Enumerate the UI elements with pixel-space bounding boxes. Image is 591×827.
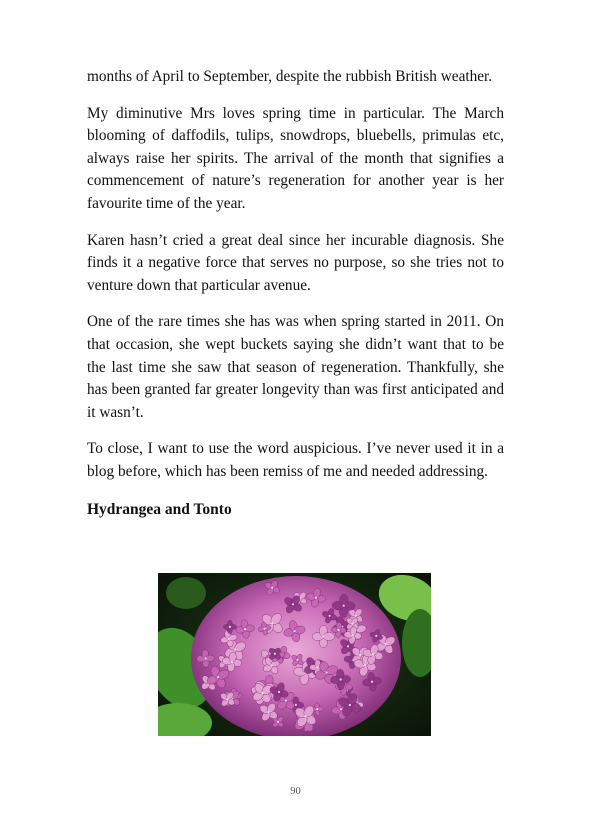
paragraph-2: My diminutive Mrs loves spring time in particular. The March blooming of daffodils, tulips, snowdrops, bluebells, primulas etc, always raise her spirits. The arrival of the month that signifies a commencement of nature’s regeneration for another year is her favourite time of the year. <box>87 104 504 212</box>
paragraph-1: months of April to September, despite the rubbish British weather. <box>87 68 493 85</box>
page-number: 90 <box>290 786 301 797</box>
body-text <box>87 66 504 520</box>
paragraph-4: One of the rare times she has was when spring started in 2011. On that occasion, she wept buckets saying she didn’t want that to be the last time she saw that season of regeneration. Thankfully, she has been granted far greater longevity than was first anticipated and it wasn’t. <box>87 313 504 421</box>
hydrangea-photo <box>158 573 431 736</box>
paragraph-5: To close, I want to use the word auspicious. I’ve never used it in a blog before, which has been remiss of me and needed addressing. <box>87 440 504 480</box>
paragraph-3: Karen hasn’t cried a great deal since her incurable diagnosis. She finds it a negative force that serves no purpose, so she tries not to venture down that particular avenue. <box>87 231 504 294</box>
hydrangea-bloom <box>191 576 401 736</box>
section-heading: Hydrangea and Tonto <box>87 500 232 518</box>
